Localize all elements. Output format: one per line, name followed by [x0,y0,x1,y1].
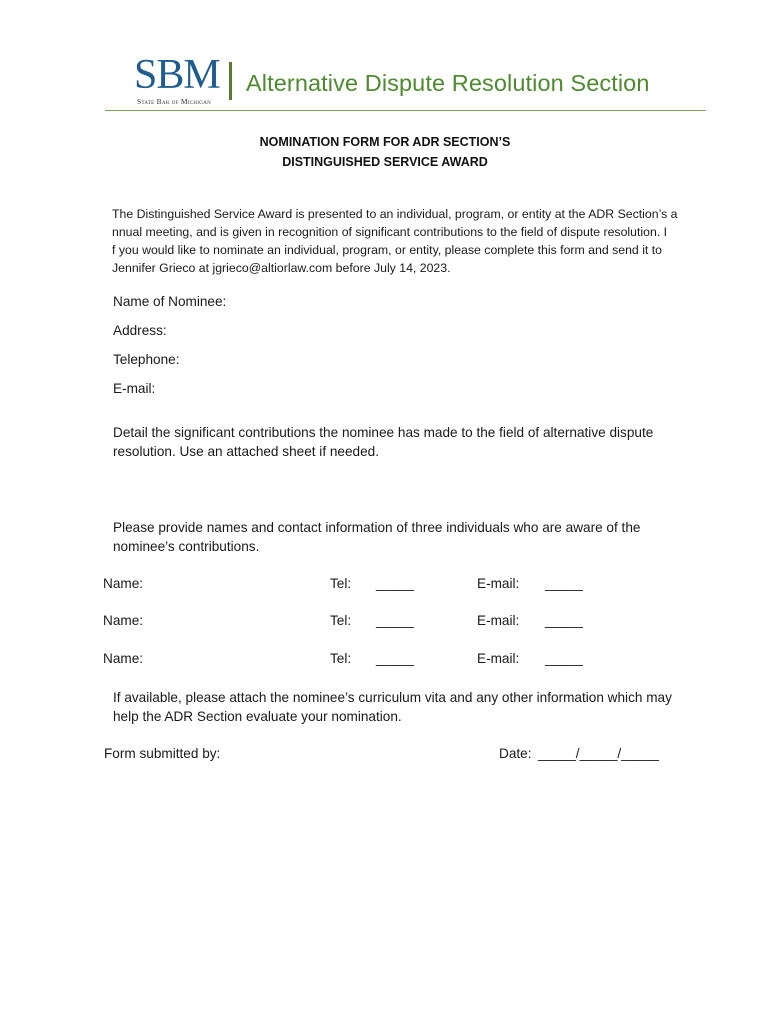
reference-tel-blank[interactable]: _____ [376,576,414,591]
reference-tel-blank[interactable]: _____ [376,613,414,628]
logo-divider [229,62,232,100]
attachment-line: help the ADR Section evaluate your nomination. [113,709,402,724]
reference-row [0,576,770,596]
references-prompt [113,518,713,556]
intro-paragraph [112,205,707,277]
form-title-line-2: DISTINGUISHED SERVICE AWARD [282,155,488,169]
references-line: nominee’s contributions. [113,539,260,554]
intro-line: The Distinguished Service Award is presented to an individual, program, or entity at the ADR Section’s a [112,207,678,221]
section-name: Alternative Dispute Resolution Section [246,70,650,96]
attachment-note [113,688,713,726]
intro-line: Jennifer Grieco at jgrieco@altiorlaw.com before July 14, 2023. [112,261,451,275]
sbm-logo: SBM [134,52,220,98]
form-title-line-1: NOMINATION FORM FOR ADR SECTION’S [259,135,511,149]
nominee-email-field[interactable]: E-mail: [113,381,156,396]
reference-tel-label: Tel: [330,576,352,591]
reference-row [0,651,770,671]
nominee-telephone-field[interactable]: Telephone: [113,352,180,367]
references-line: Please provide names and contact information of three individuals who are aware of the [113,520,641,535]
intro-line: nnual meeting, and is given in recognition of significant contributions to the field of dispute resolution. I [112,225,668,239]
nominee-name-field[interactable]: Name of Nominee: [113,294,227,309]
header-rule [105,110,706,111]
reference-tel-blank[interactable]: _____ [376,651,414,666]
reference-email-label: E-mail: [477,651,520,666]
nominee-address-field[interactable]: Address: [113,323,167,338]
reference-row [0,613,770,633]
contributions-prompt [113,423,713,461]
reference-email-blank[interactable]: _____ [545,651,583,666]
form-submitted-by-field[interactable]: Form submitted by: [104,746,221,761]
reference-email-label: E-mail: [477,613,520,628]
attachment-line: If available, please attach the nominee’s curriculum vita and any other information which may [113,690,672,705]
date-field[interactable]: _____/_____/_____ [538,746,659,761]
reference-email-blank[interactable]: _____ [545,613,583,628]
reference-email-label: E-mail: [477,576,520,591]
reference-tel-label: Tel: [330,613,352,628]
reference-tel-label: Tel: [330,651,352,666]
contributions-line: Detail the significant contributions the nominee has made to the field of alternative dispute [113,425,654,440]
reference-name-field[interactable]: Name: [103,613,144,628]
reference-name-field[interactable]: Name: [103,576,144,591]
reference-name-field[interactable]: Name: [103,651,144,666]
contributions-line: resolution. Use an attached sheet if needed. [113,444,380,459]
date-label: Date: [499,746,532,761]
state-bar-subtext: State Bar of Michigan [137,97,212,106]
reference-email-blank[interactable]: _____ [545,576,583,591]
intro-line: f you would like to nominate an individual, program, or entity, please complete this form and send it to [112,243,663,257]
